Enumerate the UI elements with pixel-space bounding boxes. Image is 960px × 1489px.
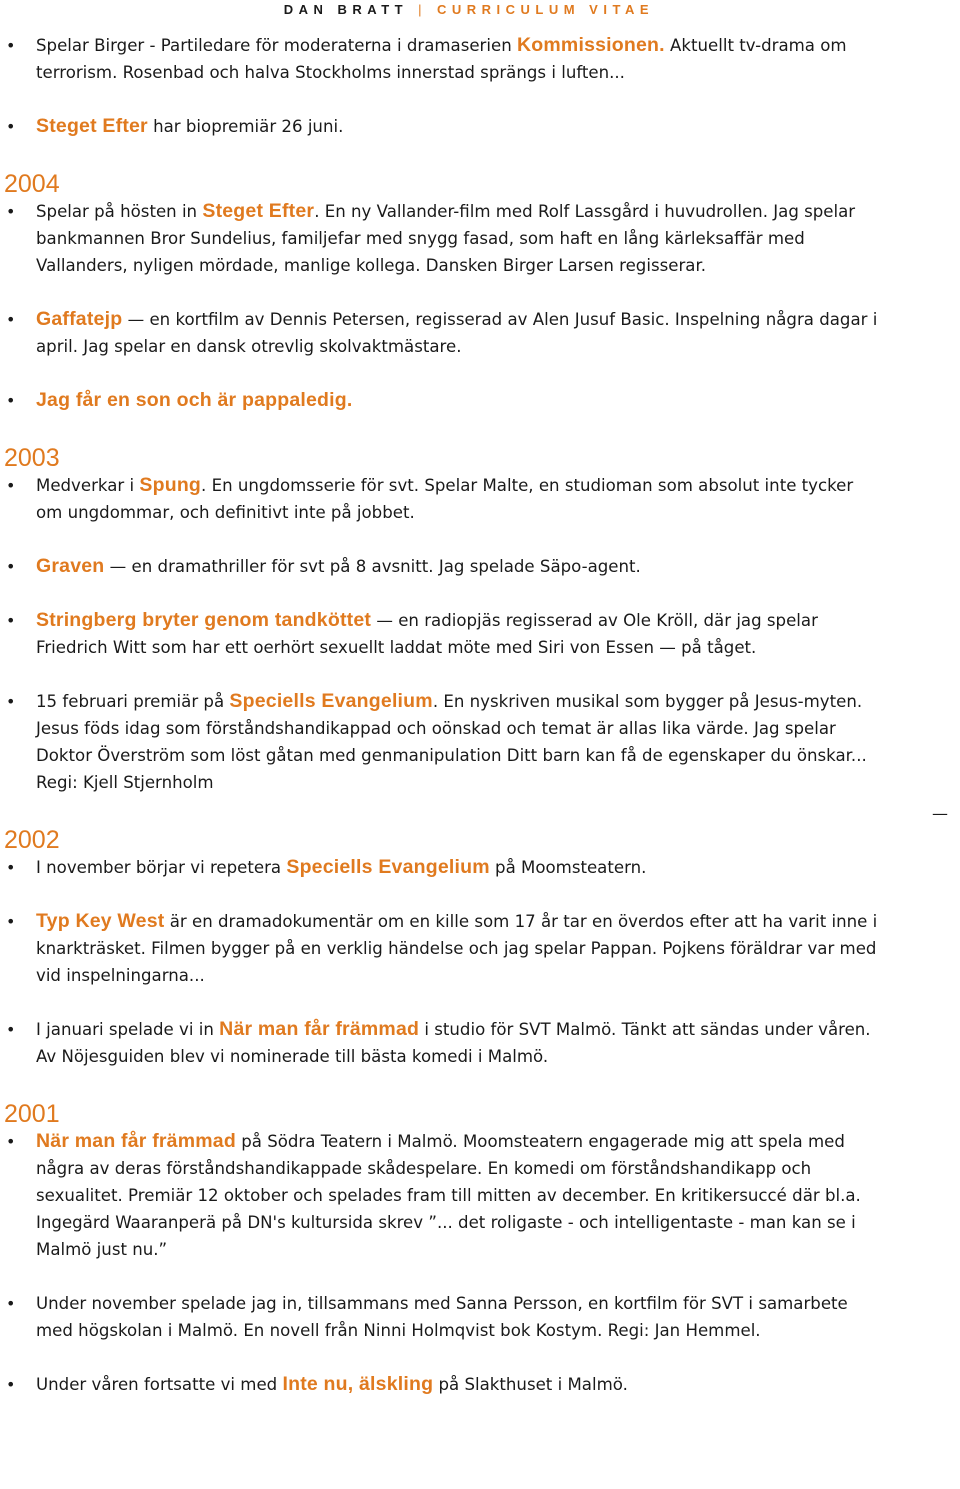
bullet: • [6,117,16,136]
production-title: Speciells Evangelium [286,856,490,878]
header-separator: | [418,2,427,17]
page-header [284,2,654,17]
author-name: DAN BRATT [283,2,409,17]
production-title: Stringberg bryter genom tandköttet [36,609,372,631]
list-item: • I januari spelade vi in När man får främmad i studio för SVT Malmö. Tänkt att sändas under våren. Av Nöjesguiden blev vi nominerade till bästa komedi i Malmö. [6,1018,871,1066]
production-title: Speciells Evangelium [229,690,433,712]
list-item: • Gaffatejp — en kortfilm av Dennis Petersen, regisserad av Alen Jusuf Basic. Inspelning några dagar i april. Jag spelar en dansk otrevlig skolvaktmästare. [6,308,878,356]
production-title: Jag får en son och är pappaledig. [36,389,353,411]
list-item: • Under våren fortsatte vi med Inte nu, älskling på Slakthuset i Malmö. [4,1371,884,1398]
bullet: • [6,36,16,55]
year-heading: 2004 [4,170,60,198]
list-item: • I november börjar vi repetera Speciells Evangelium på Moomsteatern. [4,854,884,881]
year-heading: 2001 [4,1100,60,1128]
bullet: • [6,557,16,576]
bullet: • [6,912,16,931]
production-title: När man får främmad [219,1018,420,1040]
list-item: • Typ Key West är en dramadokumentär om en kille som 17 år tar en överdos efter att ha varit inne i knarkträsket. Filmen bygger på en verklig händelse och jag spelar Pappan. Pojkens föräldrar var med vid inspelningarna... [6,910,878,985]
list-item: • Steget Efter har biopremiär 26 juni. [4,113,884,140]
bullet: • [6,1375,16,1394]
cv-content [4,32,884,1398]
bullet: • [6,692,16,711]
list-item: • Graven — en dramathriller för svt på 8 avsnitt. Jag spelade Säpo-agent. [4,553,884,580]
list-item: • När man får främmad på Södra Teatern i Malmö. Moomsteatern engagerade mig att spela med några av deras förståndshandikappade skådespelare. En komedi om förståndshandikapp och sexualitet. Premiär 12 oktober och spelades fram till mitten av december. En kritikersuccé där bl.a. Ingegärd Waaranperä på DN's kultursida skrev ”... det roligaste - och intelligentaste - man kan se i Malmö just nu.” [6,1130,861,1259]
bullet: • [6,1132,16,1151]
list-item: • Stringberg bryter genom tandköttet — en radiopjäs regisserad av Ole Kröll, där jag spelar Friedrich Witt som har ett oerhört sexuellt laddat möte med Siri von Essen — på tåget. [6,609,818,657]
margin-dash: — [932,804,948,823]
production-title: Steget Efter [202,200,315,222]
bullet: • [6,202,16,221]
bullet: • [6,476,16,495]
bullet: • [6,858,16,877]
list-item: • 15 februari premiär på Speciells Evangelium. En nyskriven musikal som bygger på Jesus-myten. Jesus föds idag som förståndshandikappad och oönskad och temat är allas lika värde. Jag spelar Doktor Överström som löst gåtan med genmanipulation Ditt barn kan få de egenskaper du önskar... Regi: Kjell Stjernholm [6,690,867,792]
document-title: CURRICULUM VITAE [436,2,654,17]
production-title: Typ Key West [36,910,165,932]
list-item: • Spelar Birger - Partiledare för moderaterna i dramaserien Kommissionen. Aktuellt tv-drama om terrorism. Rosenbad och halva Stockholms innerstad sprängs i luften... [6,34,847,82]
production-title: När man får främmad [36,1130,236,1152]
production-title: Gaffatejp [36,308,123,330]
bullet: • [6,611,16,630]
list-item: • Under november spelade jag in, tillsammans med Sanna Persson, en kortfilm för SVT i samarbete med högskolan i Malmö. En novell från Ninni Holmqvist bok Kostym. Regi: Jan Hemmel. [4,1290,884,1344]
year-heading: 2002 [4,826,60,854]
bullet: • [6,1020,16,1039]
production-title: Graven [36,555,105,577]
production-title: Steget Efter [36,115,148,137]
bullet: • [6,1294,16,1313]
year-heading: 2003 [4,444,60,472]
list-item: • Spelar på hösten in Steget Efter. En ny Vallander-film med Rolf Lassgård i huvudrollen. Jag spelar bankmannen Bror Sundelius, familjefar med snygg fasad, som haft en lång kärleksaffär med Vallanders, nyligen mördade, manlige kollega. Dansken Birger Larsen regisserar. [6,200,856,275]
production-title: Spung [139,474,202,496]
production-title: Kommissionen. [516,34,665,56]
production-title: Inte nu, älskling [282,1373,434,1395]
list-item [4,387,884,414]
bullet: • [6,391,16,410]
bullet: • [6,310,16,329]
list-item: • Medverkar i Spung. En ungdomsserie för svt. Spelar Malte, en studioman som absolut inte tycker om ungdommar, och definitivt inte på jobbet. [6,474,854,522]
